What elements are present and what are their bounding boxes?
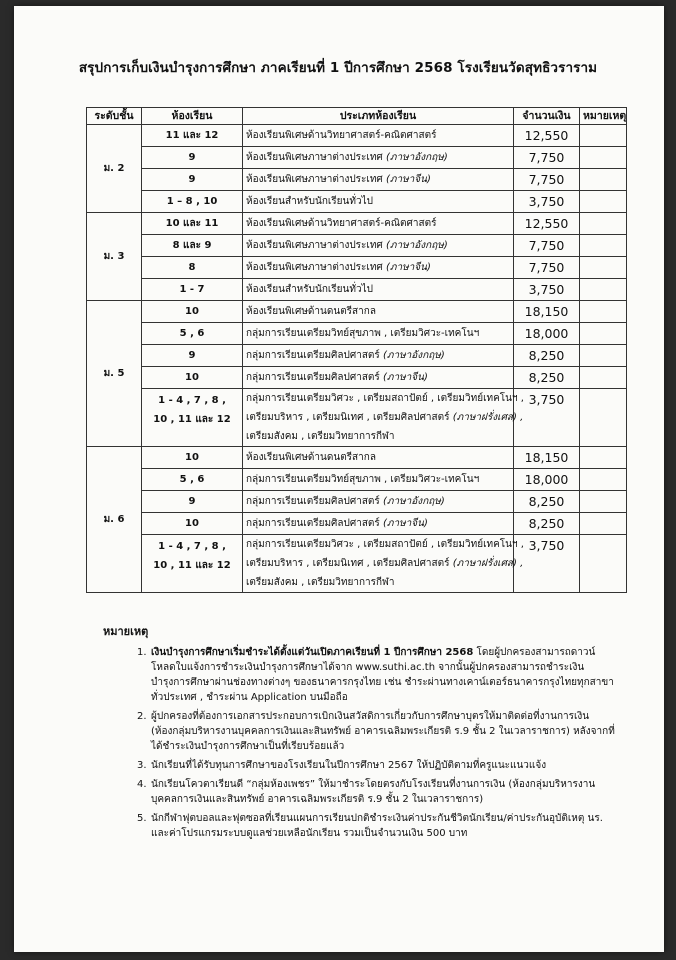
room-type-cell — [243, 345, 514, 367]
room-cell: 1 - 7 — [142, 279, 243, 301]
note-body-text: นักกีฬาฟุตบอลและฟุตซอลที่เรียนแผนการเรียนปกติชำระเงินค่าประกันชีวิตนักเรียน/ค่าประกันอุบัติเหตุ นร. และค่าโปรแกรมระบบดูแลช่วยเหลือนักเรียน รวมเป็นจำนวนเงิน 500 บาท — [151, 813, 603, 839]
table-row — [87, 191, 627, 213]
room-cell: 9 — [142, 169, 243, 191]
remarks-cell — [580, 169, 627, 191]
room-type-text: ห้องเรียนพิเศษภาษาต่างประเทศ — [246, 151, 383, 163]
room-type-language: (ภาษาอังกฤษ) — [385, 151, 448, 163]
room-cell: 5 , 6 — [142, 469, 243, 491]
room-cell: 9 — [142, 345, 243, 367]
note-bold-text: เงินบำรุงการศึกษาเริ่มชำระได้ตั้งแต่วันเปิดภาคเรียนที่ 1 ปีการศึกษา 2568 — [151, 647, 474, 658]
room-cell — [142, 535, 243, 593]
table-row — [87, 301, 627, 323]
table-row — [87, 345, 627, 367]
note-body-text: นักเรียนโควตาเรียนดี “กลุ่มห้องเพชร” ให้มาชำระโดยตรงกับโรงเรียนที่งานการเงิน (ห้องกลุ่มบริหารงาน บุคคลการเงินและสินทรัพย์ อาคารเฉลิมพระเกียรติ ร.9 ชั้น 2 ในเวลาราชการ) — [151, 779, 596, 805]
remarks-cell — [580, 213, 627, 235]
room-type-text: ห้องเรียนพิเศษด้านวิทยาศาสตร์-คณิตศาสตร์ — [246, 129, 437, 141]
table-row — [87, 513, 627, 535]
note-body-text: นักเรียนที่ได้รับทุนการศึกษาของโรงเรียนในปีการศึกษา 2567 ให้ปฏิบัติตามที่ครูแนะแนวแจ้ง — [151, 760, 547, 771]
room-type-text: ห้องเรียนพิเศษภาษาต่างประเทศ — [246, 239, 383, 251]
fee-table — [86, 107, 627, 593]
room-type-text: กลุ่มการเรียนเตรียมศิลปศาสตร์ — [246, 371, 380, 383]
room-type-text: ห้องเรียนสำหรับนักเรียนทั่วไป — [246, 195, 373, 207]
room-line: 10 , 11 และ 12 — [153, 414, 231, 425]
remarks-cell — [580, 469, 627, 491]
header-room: ห้องเรียน — [142, 108, 243, 125]
room-cell: 5 , 6 — [142, 323, 243, 345]
note-number: 3. — [137, 760, 147, 771]
note-number: 2. — [137, 711, 147, 722]
room-type-language: (ภาษาอังกฤษ) — [382, 495, 445, 507]
amount-cell: 8,250 — [514, 513, 580, 535]
room-type-language: (ภาษาฝรั่งเศส) , — [452, 558, 524, 569]
room-type-cell — [243, 235, 514, 257]
room-cell — [142, 389, 243, 447]
table-row — [87, 147, 627, 169]
amount-cell: 12,550 — [514, 213, 580, 235]
room-type-language: (ภาษาจีน) — [382, 517, 428, 529]
remarks-cell — [580, 513, 627, 535]
room-cell: 9 — [142, 147, 243, 169]
room-cell: 11 และ 12 — [142, 125, 243, 147]
room-cell: 8 — [142, 257, 243, 279]
remarks-cell — [580, 345, 627, 367]
amount-cell: 8,250 — [514, 491, 580, 513]
remarks-cell — [580, 535, 627, 593]
table-row — [87, 125, 627, 147]
note-text — [151, 811, 623, 841]
room-line: 10 , 11 และ 12 — [153, 560, 231, 571]
room-type-cell — [243, 191, 514, 213]
room-cell: 10 — [142, 301, 243, 323]
note-item — [103, 758, 623, 773]
room-type-cell — [243, 469, 514, 491]
amount-cell: 3,750 — [514, 535, 580, 593]
room-type-line — [246, 427, 510, 446]
room-type-line — [246, 535, 524, 554]
room-type-language: (ภาษาจีน) — [385, 173, 431, 185]
note-number: 4. — [137, 779, 147, 790]
remarks-cell — [580, 447, 627, 469]
room-cell: 8 และ 9 — [142, 235, 243, 257]
room-type-text: กลุ่มการเรียนเตรียมวิทย์สุขภาพ , เตรียมวิศวะ-เทคโนฯ — [246, 473, 480, 485]
note-body-text: โดยผู้ปกครองสามารถดาวน์ โหลดใบแจ้งการชำระเงินบำรุงการศึกษาได้จาก www.suthi.ac.th จากนั้นผู้ปกครองสามารถชำระเงิน บำรุงการศึกษาผ่านช่องทางต่างๆ ของธนาคารกรุงไทย เช่น ชำระผ่านทางเคาน์เตอร์ธนาคารกรุงไทยทุกสาขา ทั่วประเทศ , ชำระผ่าน Application บนมือถือ — [151, 647, 614, 703]
room-type-cell — [243, 535, 524, 593]
room-type-line — [246, 408, 524, 427]
note-item — [103, 645, 623, 705]
amount-cell: 8,250 — [514, 345, 580, 367]
note-item — [103, 709, 623, 754]
remarks-cell — [580, 125, 627, 147]
room-cell: 10 — [142, 513, 243, 535]
room-type-language: (ภาษาอังกฤษ) — [382, 349, 445, 361]
remarks-cell — [580, 235, 627, 257]
room-type-text: ห้องเรียนพิเศษภาษาต่างประเทศ — [246, 173, 383, 185]
room-type-cell — [243, 125, 514, 147]
room-type-cell — [243, 301, 514, 323]
room-type-line — [246, 389, 524, 408]
room-type-text: ห้องเรียนสำหรับนักเรียนทั่วไป — [246, 283, 373, 295]
room-cell: 10 — [142, 367, 243, 389]
table-row — [87, 469, 627, 491]
amount-cell: 18,000 — [514, 323, 580, 345]
room-cell: 9 — [142, 491, 243, 513]
room-type-language: (ภาษาจีน) — [385, 261, 431, 273]
room-type-text: กลุ่มการเรียนเตรียมวิศวะ , เตรียมสถาปัตย์ , เตรียมวิทย์เทคโนฯ , — [246, 393, 524, 404]
note-text — [151, 709, 623, 754]
note-body-text: ผู้ปกครองที่ต้องการเอกสารประกอบการเบิกเงินสวัสดิการเกี่ยวกับการศึกษาบุตรให้มาติดต่อที่งานการเงิน (ห้องกลุ่มบริหารงานบุคคลการเงินและสินทรัพย์ อาคารเฉลิมพระเกียรติ ร.9 ชั้น 2 ในเวลาราชการ) หลังจากที่ ได้ชำระเงินบำรุงการศึกษาเป็นที่เรียบร้อยแล้ว — [151, 711, 615, 752]
room-type-language: (ภาษาฝรั่งเศส) , — [452, 412, 524, 423]
room-type-cell — [243, 389, 524, 447]
room-type-cell — [243, 513, 514, 535]
table-row — [87, 491, 627, 513]
table-row — [87, 447, 627, 469]
table-row — [87, 257, 627, 279]
room-type-text: ห้องเรียนพิเศษด้านวิทยาศาสตร์-คณิตศาสตร์ — [246, 217, 437, 229]
amount-cell: 8,250 — [514, 367, 580, 389]
level-cell: ม. 2 — [87, 125, 142, 213]
room-type-cell — [243, 367, 514, 389]
notes-list — [103, 645, 623, 841]
table-row — [87, 169, 627, 191]
header-level: ระดับชั้น — [87, 108, 142, 125]
level-cell: ม. 6 — [87, 447, 142, 593]
notes-heading: หมายเหตุ — [103, 625, 149, 638]
amount-cell: 18,150 — [514, 301, 580, 323]
room-type-text: กลุ่มการเรียนเตรียมศิลปศาสตร์ — [246, 349, 380, 361]
table-row — [87, 213, 627, 235]
room-line: 1 - 4 , 7 , 8 , — [158, 395, 226, 406]
note-item — [103, 777, 623, 807]
level-cell: ม. 3 — [87, 213, 142, 301]
amount-cell: 7,750 — [514, 257, 580, 279]
remarks-cell — [580, 389, 627, 447]
room-type-cell — [243, 257, 514, 279]
room-type-cell — [243, 147, 514, 169]
header-remarks: หมายเหตุ — [580, 108, 627, 125]
amount-cell: 18,000 — [514, 469, 580, 491]
room-type-language: (ภาษาจีน) — [382, 371, 428, 383]
room-type-text: ห้องเรียนพิเศษภาษาต่างประเทศ — [246, 261, 383, 273]
remarks-cell — [580, 191, 627, 213]
document-title: สรุปการเก็บเงินบำรุงการศึกษา ภาคเรียนที่ 1 ปีการศึกษา 2568 โรงเรียนวัดสุทธิวราราม — [78, 60, 598, 76]
table-row — [87, 279, 627, 301]
room-cell: 10 — [142, 447, 243, 469]
remarks-cell — [580, 301, 627, 323]
amount-cell: 7,750 — [514, 147, 580, 169]
remarks-cell — [580, 147, 627, 169]
room-type-text: กลุ่มการเรียนเตรียมศิลปศาสตร์ — [246, 495, 380, 507]
room-cell: 1 – 8 , 10 — [142, 191, 243, 213]
table-row — [87, 323, 627, 345]
room-type-cell — [243, 213, 514, 235]
table-row — [87, 235, 627, 257]
note-number: 1. — [137, 647, 147, 658]
amount-cell: 18,150 — [514, 447, 580, 469]
remarks-cell — [580, 367, 627, 389]
header-amount: จำนวนเงิน — [514, 108, 580, 125]
note-item — [103, 811, 623, 841]
room-type-cell — [243, 323, 514, 345]
room-type-text: กลุ่มการเรียนเตรียมวิศวะ , เตรียมสถาปัตย์ , เตรียมวิทย์เทคโนฯ , — [246, 539, 524, 550]
room-cell: 10 และ 11 — [142, 213, 243, 235]
room-type-cell — [243, 279, 514, 301]
room-type-line — [246, 573, 510, 592]
table-body — [87, 125, 627, 593]
room-type-text: ห้องเรียนพิเศษด้านดนตรีสากล — [246, 305, 376, 317]
remarks-cell — [580, 257, 627, 279]
room-line: 1 - 4 , 7 , 8 , — [158, 541, 226, 552]
room-type-text: เตรียมสังคม , เตรียมวิทยาการกีฬา — [246, 431, 395, 442]
amount-cell: 3,750 — [514, 279, 580, 301]
remarks-cell — [580, 323, 627, 345]
room-type-cell — [243, 169, 514, 191]
amount-cell: 3,750 — [514, 191, 580, 213]
room-type-cell — [243, 491, 514, 513]
room-type-language: (ภาษาอังกฤษ) — [385, 239, 448, 251]
note-number: 5. — [137, 813, 147, 824]
room-type-text: กลุ่มการเรียนเตรียมวิทย์สุขภาพ , เตรียมวิศวะ-เทคโนฯ — [246, 327, 480, 339]
room-type-text: เตรียมสังคม , เตรียมวิทยาการกีฬา — [246, 577, 395, 588]
note-text — [151, 645, 623, 705]
remarks-cell — [580, 279, 627, 301]
room-type-text: เตรียมบริหาร , เตรียมนิเทศ , เตรียมศิลปศาสตร์ — [246, 558, 450, 569]
room-type-text: ห้องเรียนพิเศษด้านดนตรีสากล — [246, 451, 376, 463]
amount-cell: 3,750 — [514, 389, 580, 447]
room-type-text: เตรียมบริหาร , เตรียมนิเทศ , เตรียมศิลปศาสตร์ — [246, 412, 450, 423]
amount-cell: 7,750 — [514, 169, 580, 191]
table-row-multiline — [87, 535, 627, 593]
header-room-type: ประเภทห้องเรียน — [243, 108, 514, 125]
note-text — [151, 777, 623, 807]
amount-cell: 7,750 — [514, 235, 580, 257]
room-type-cell — [243, 447, 514, 469]
remarks-cell — [580, 491, 627, 513]
notes-section — [103, 624, 623, 845]
level-cell: ม. 5 — [87, 301, 142, 447]
table-row-multiline — [87, 389, 627, 447]
amount-cell: 12,550 — [514, 125, 580, 147]
room-type-line — [246, 554, 524, 573]
note-text — [151, 758, 623, 773]
room-type-text: กลุ่มการเรียนเตรียมศิลปศาสตร์ — [246, 517, 380, 529]
table-row — [87, 367, 627, 389]
table-header-row — [87, 108, 627, 125]
